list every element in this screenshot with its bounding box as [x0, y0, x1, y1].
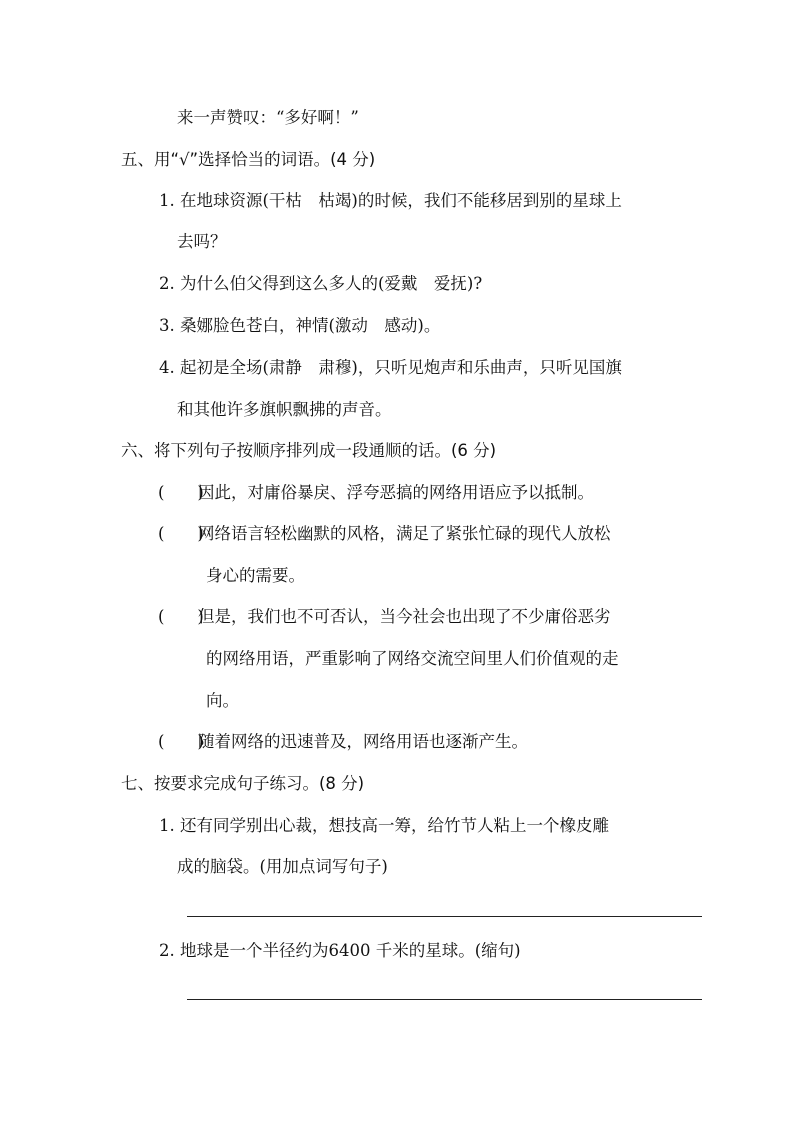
sentence-continuation: 的网络用语，严重影响了网络交流空间里人们价值观的走: [206, 649, 619, 668]
section5-item1-line2: 去吗？: [177, 232, 227, 251]
section5-item1-line1: 1. 在地球资源(干枯 枯竭)的时候，我们不能移居到别的星球上: [159, 191, 622, 210]
sentence-text: 随着网络的迅速普及，网络用语也逐渐产生。: [198, 732, 528, 751]
section7-title: 七、按要求完成句子练习。(8 分): [121, 774, 365, 793]
sentence-item: [158, 482, 594, 504]
sentence-text: 但是，我们也不可否认，当今社会也出现了不少庸俗恶劣: [198, 607, 611, 626]
sentence-item: [158, 606, 611, 628]
section5-item4-line2: 和其他许多旗帜飘拂的声音。: [177, 400, 392, 419]
sentence-text: 因此，对庸俗暴戾、浮夸恶搞的网络用语应予以抵制。: [198, 483, 594, 502]
section7-item1-line2: 成的脑袋。(用加点词写句子): [177, 857, 388, 876]
sentence-continuation: 向。: [206, 691, 239, 710]
section5-item4-line1: 4. 起初是全场(肃静 肃穆)，只听见炮声和乐曲声，只听见国旗: [159, 358, 622, 377]
answer-paren[interactable]: ( ): [158, 732, 204, 751]
answer-paren[interactable]: ( ): [158, 483, 204, 502]
answer-paren[interactable]: ( ): [158, 607, 204, 626]
carryover-text: 来一声赞叹：“多好啊！”: [177, 108, 359, 127]
sentence-item: [158, 731, 528, 753]
section6-title: 六、将下列句子按顺序排列成一段通顺的话。(6 分): [121, 441, 497, 460]
sentence-continuation: 身心的需要。: [206, 566, 305, 585]
answer-line-2[interactable]: [187, 999, 702, 1000]
section5-title: 五、用“√”选择恰当的词语。(4 分): [121, 150, 376, 169]
answer-line-1[interactable]: [187, 916, 702, 917]
sentence-text: 网络语言轻松幽默的风格，满足了紧张忙碌的现代人放松: [198, 524, 611, 543]
section7-item2: 2. 地球是一个半径约为6400 千米的星球。(缩句): [159, 941, 521, 960]
answer-paren[interactable]: ( ): [158, 524, 204, 543]
section5-item2: 2. 为什么伯父得到这么多人的(爱戴 爱抚)?: [159, 274, 483, 293]
sentence-item: [158, 523, 611, 545]
section7-item1-line1: 1. 还有同学别出心裁，想技高一筹，给竹节人粘上一个橡皮雕: [159, 816, 609, 835]
section5-item3: 3. 桑娜脸色苍白，神情(激动 感动)。: [159, 316, 441, 335]
